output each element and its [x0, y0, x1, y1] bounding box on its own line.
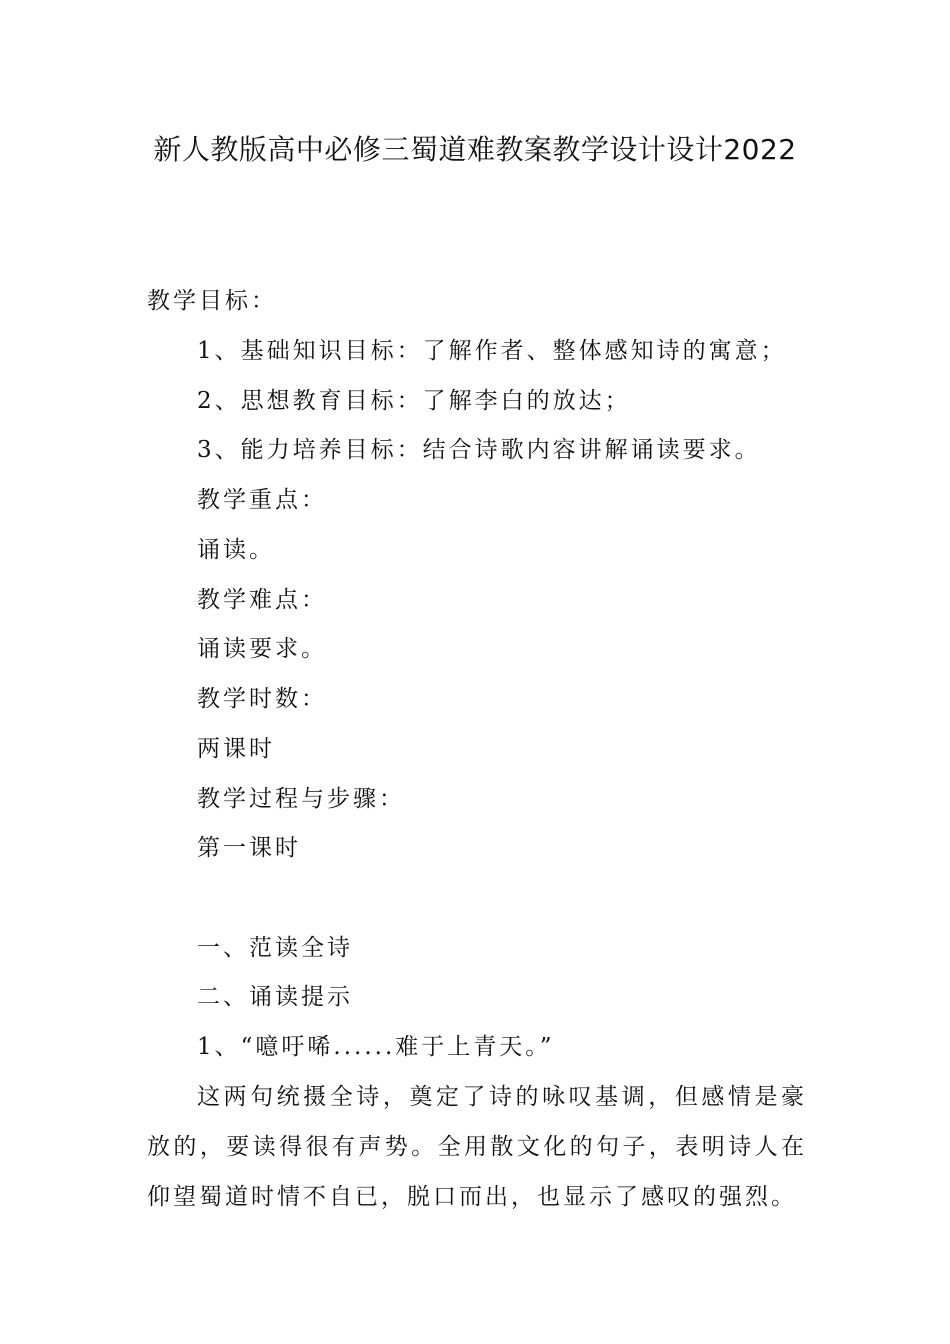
objective-2: 2、思想教育目标：了解李白的放达；: [197, 388, 631, 414]
hours-heading: 教学时数：: [197, 686, 327, 712]
key-point-heading: 教学重点：: [197, 487, 327, 513]
first-lesson: 第一课时: [197, 835, 301, 861]
difficulty-heading: 教学难点：: [197, 587, 327, 613]
explanation-paragraph: 这两句统摄全诗，奠定了诗的咏叹基调，但感情是豪放的，要读得很有声势。全用散文化的句子，表明诗人在仰望蜀道时情不自已，脱口而出，也显示了感叹的强烈。: [147, 1084, 807, 1210]
document-body: [147, 0, 807, 1344]
tip-1: 1、“噫吁唏......难于上青天。”: [197, 1034, 555, 1060]
step-1: 一、范读全诗: [197, 935, 353, 961]
key-point: 诵读。: [197, 537, 275, 563]
objective-1: 1、基础知识目标：了解作者、整体感知诗的寓意；: [197, 338, 787, 364]
step-2: 二、诵读提示: [197, 984, 353, 1010]
objective-3: 3、能力培养目标：结合诗歌内容讲解诵读要求。: [197, 437, 761, 463]
document-title: 新人教版高中必修三蜀道难教案教学设计设计2022: [153, 133, 797, 166]
objectives-heading: 教学目标：: [147, 288, 277, 314]
difficulty: 诵读要求。: [197, 636, 327, 662]
process-heading: 教学过程与步骤：: [197, 786, 405, 812]
hours: 两课时: [197, 736, 275, 762]
